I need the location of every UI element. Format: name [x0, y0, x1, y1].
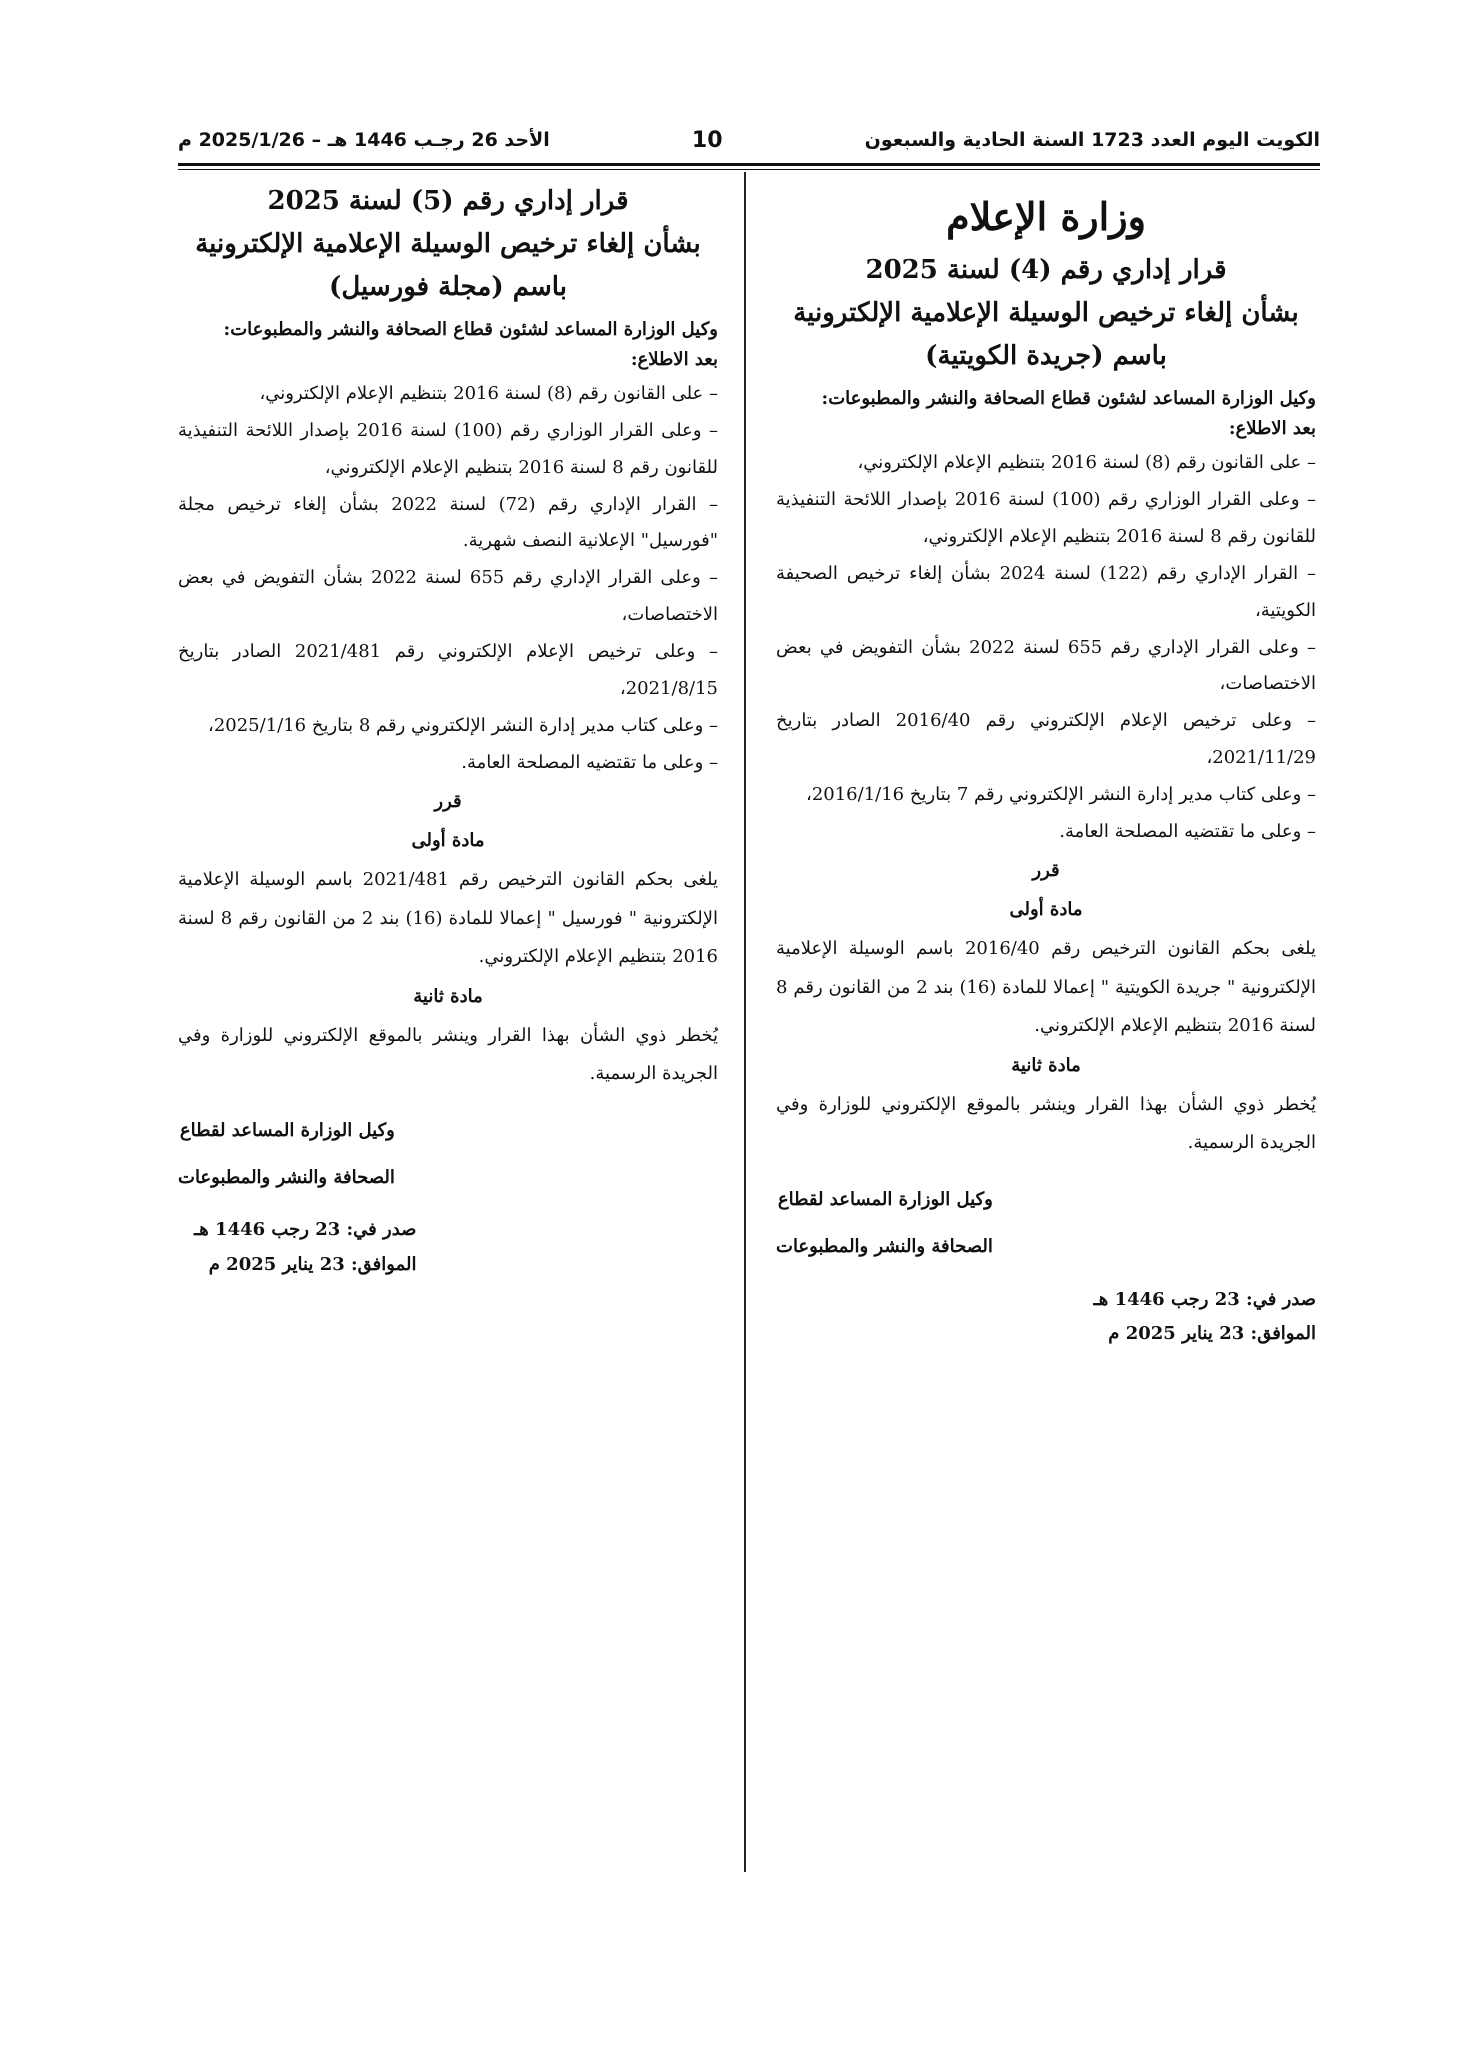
preamble-item: – على القانون رقم (8) لسنة 2016 بتنظيم الإعلام الإلكتروني،: [259, 382, 718, 404]
preamble-item: – على القانون رقم (8) لسنة 2016 بتنظيم الإعلام الإلكتروني،: [857, 452, 1316, 474]
article-1-text: يلغى بحكم القانون الترخيص رقم 2021/481 باسم الوسيلة الإعلامية الإلكترونية " فورسيل " إعمالا للمادة (16) بند 2 من القانون رقم 8 لسنة 2016 بتنظيم الإعلام الإلكتروني.: [178, 868, 719, 968]
decided-label: قرر: [434, 790, 462, 812]
preamble-item: – وعلى القرار الإداري رقم 655 لسنة 2022 بشأن التفويض في بعض الاختصاصات،: [178, 567, 718, 626]
signature-line-2: الصحافة والنشر والمطبوعات: [776, 1235, 993, 1257]
article-2-text: يُخطر ذوي الشأن بهذا القرار وينشر بالموقع الإلكتروني للوزارة وفي الجريدة الرسمية.: [776, 1093, 1316, 1154]
column-divider: [744, 172, 746, 1872]
signature-line-1: وكيل الوزارة المساعد لقطاع: [777, 1189, 993, 1211]
header-rule-thick: [178, 163, 1320, 166]
preamble-item: – وعلى ترخيص الإعلام الإلكتروني رقم 2021/481 الصادر بتاريخ 2021/8/15،: [178, 641, 718, 699]
preamble-item: – وعلى القرار الوزاري رقم (100) لسنة 2016 بإصدار اللائحة التنفيذية للقانون رقم 8 لسنة 2016 بتنظيم الإعلام الإلكتروني،: [776, 488, 1316, 547]
decision-subject: بشأن إلغاء ترخيص الوسيلة الإعلامية الإلكترونية: [195, 228, 701, 259]
header-date: الأحد 26 رجـب 1446 هـ – 2025/1/26 م: [178, 129, 550, 151]
issuer-line: وكيل الوزارة المساعد لشئون قطاع الصحافة والنشر والمطبوعات:: [223, 318, 718, 340]
signature-line-2: الصحافة والنشر والمطبوعات: [178, 1166, 395, 1188]
article-1-title: مادة أولى: [1009, 899, 1083, 921]
signature-block: [776, 1177, 1316, 1271]
article-1-title: مادة أولى: [411, 830, 485, 852]
issuer-line: وكيل الوزارة المساعد لشئون قطاع الصحافة والنشر والمطبوعات:: [821, 387, 1316, 409]
preamble-item: – القرار الإداري رقم (122) لسنة 2024 بشأن إلغاء ترخيص الصحيفة الكويتية،: [776, 562, 1316, 621]
preamble-item: – وعلى ما تقتضيه المصلحة العامة.: [461, 751, 718, 773]
article-2-title: مادة ثانية: [1011, 1055, 1081, 1077]
article-1-text: يلغى بحكم القانون الترخيص رقم 2016/40 باسم الوسيلة الإعلامية الإلكترونية " جريدة الكويتية " إعمالا للمادة (16) بند 2 من القانون رقم 8 لسنة 2016 بتنظيم الإعلام الإلكتروني.: [776, 938, 1316, 1037]
preamble-item: – القرار الإداري رقم (72) لسنة 2022 بشأن إلغاء ترخيص مجلة "فورسيل" الإعلانية النصف شهرية.: [178, 493, 718, 552]
issue-date-block: [776, 1283, 1316, 1351]
after-review-label: بعد الاطلاع:: [1228, 418, 1316, 440]
article-2-title: مادة ثانية: [413, 985, 483, 1007]
preamble-item: – وعلى القرار الوزاري رقم (100) لسنة 2016 بإصدار اللائحة التنفيذية للقانون رقم 8 لسنة 2016 بتنظيم الإعلام الإلكتروني،: [178, 419, 718, 478]
page-number: 10: [691, 127, 723, 153]
decision-title: قرار إداري رقم (4) لسنة 2025: [865, 255, 1227, 286]
decision-4-column: [776, 180, 1316, 1351]
preamble-item: – وعلى القرار الإداري رقم 655 لسنة 2022 بشأن التفويض في بعض الاختصاصات،: [776, 636, 1316, 695]
issued-date: صدر في: 23 رجب 1446 هـ: [1093, 1288, 1316, 1310]
preamble-item: – وعلى ما تقتضيه المصلحة العامة.: [1059, 820, 1316, 842]
preamble-item: – وعلى كتاب مدير إدارة النشر الإلكتروني رقم 8 بتاريخ 2025/1/16،: [208, 714, 718, 736]
decision-media-name: باسم (جريدة الكويتية): [925, 340, 1167, 371]
decision-subject: بشأن إلغاء ترخيص الوسيلة الإعلامية الإلكترونية: [793, 298, 1299, 329]
corresponding-date: الموافق: 23 يناير 2025 م: [1108, 1322, 1316, 1344]
page-header: [178, 120, 1320, 160]
issue-date-block: [178, 1213, 718, 1281]
decision-5-column: [178, 180, 718, 1282]
signature-line-1: وكيل الوزارة المساعد لقطاع: [179, 1119, 395, 1141]
header-issue-info: الكويت اليوم العدد 1723 السنة الحادية والسبعون: [864, 129, 1320, 151]
signature-block: [178, 1108, 718, 1202]
preamble-item: – وعلى كتاب مدير إدارة النشر الإلكتروني رقم 7 بتاريخ 2016/1/16،: [806, 784, 1316, 806]
preamble-item: – وعلى ترخيص الإعلام الإلكتروني رقم 2016/40 الصادر بتاريخ 2021/11/29،: [776, 710, 1316, 769]
header-rule-thin: [178, 169, 1320, 170]
decision-media-name: باسم (مجلة فورسيل): [329, 271, 567, 302]
corresponding-date: الموافق: 23 يناير 2025 م: [208, 1253, 417, 1275]
decided-label: قرر: [1032, 859, 1060, 881]
after-review-label: بعد الاطلاع:: [630, 349, 718, 371]
issued-date: صدر في: 23 رجب 1446 هـ: [194, 1219, 417, 1241]
article-2-text: يُخطر ذوي الشأن بهذا القرار وينشر بالموقع الإلكتروني للوزارة وفي الجريدة الرسمية.: [178, 1024, 718, 1085]
decision-title: قرار إداري رقم (5) لسنة 2025: [267, 186, 629, 216]
ministry-heading: وزارة الإعلام: [946, 194, 1146, 239]
